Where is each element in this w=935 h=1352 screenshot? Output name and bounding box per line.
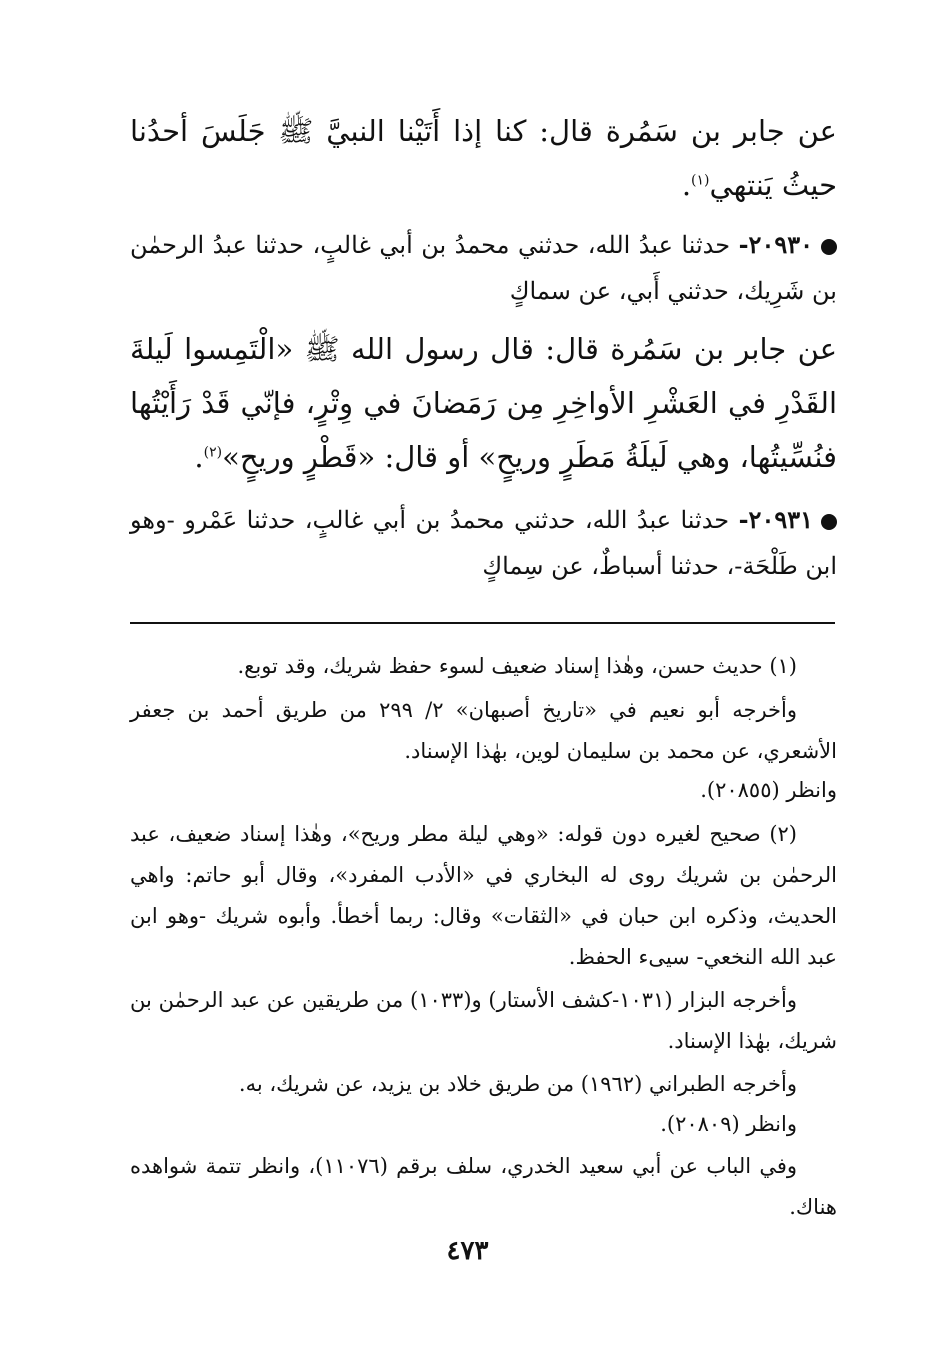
isnad-chain: حدثنا عبدُ الله، حدثني محمدُ بن أبي غالبٍ، حدثنا عبدُ الرحمٰن بن شَرِيك، حدثني أَبي، عن سماكٍ	[130, 231, 837, 305]
hadith-number: ٢٠٩٣٠-	[738, 230, 813, 259]
footnote-2-text: (٢) صحيح لغيره دون قوله: «وهي ليلة مطر وريح»، وهٰذا إسناد ضعيف، عبد الرحمٰن بن شريك روى له البخاري في «الأدب المفرد»، وقال أبو حاتم: واهي الحديث، وذكره ابن حبان في «الثقات» وقال: ربما أخطأ. وأبوه شريك -وهو ابن عبد الله النخعي- سيىء الحفظ.	[130, 822, 837, 969]
hadith-text-20930: عن جابر بن سَمُرة قال: قال رسول الله ﷺ «الْتَمِسوا لَيلةَ القَدْرِ في العَشْرِ الأواخِرِ مِن رَمَضانَ في وِتْرٍ، فإنّي قَدْ رَأَيْتُها فنُسِّيتُها، وهي لَيلَةُ مَطَرٍ وريحٍ» أو قال: «قَطْرٍ وريحٍ»$^{(٢)}$.	[130, 332, 837, 474]
hadith-text-body: عن جابر بن سَمُرة قال: قال رسول الله ﷺ «الْتَمِسوا لَيلةَ القَدْرِ في العَشْرِ الأواخِرِ مِن رَمَضانَ في وِتْرٍ، فإنّي قَدْ رَأَيْتُها فنُسِّيتُها، وهي لَيلَةُ مَطَرٍ وريحٍ» أو قال: «قَطْرٍ وريحٍ»	[130, 332, 837, 474]
footnote-2-tabarani: وأخرجه الطبراني (١٩٦٢) من طريق خلاد بن يزيد، عن شريك، به.	[238, 1072, 797, 1096]
footnote-ref-1: (١)	[691, 172, 710, 189]
page-number: ٤٧٣	[446, 1236, 489, 1266]
isnad-chain: حدثنا عبدُ الله، حدثني محمدُ بن أبي غالبٍ، حدثنا عَمْرو -وهو ابن طَلْحَة-، حدثنا أسباطٌ، عن سِماكٍ	[130, 506, 837, 580]
hadith-isnad-20930	[130, 222, 837, 314]
footnote-2-bab: وفي الباب عن أبي سعيد الخدري، سلف برقم (١١٠٧٦)، وانظر تتمة شواهده هناك.	[130, 1154, 837, 1219]
footnote-1-line: (١) حديث حسن، وهٰذا إسناد ضعيف لسوء حفظ شريك، وقد توبع.	[237, 654, 797, 678]
hadith-text-20929: عن جابر بن سَمُرة قال: كنا إذا أَتَيْنا النبيَّ ﷺ جَلَسَ أحدُنا حيثُ يَنتهي$^{(١)}$.	[130, 114, 837, 202]
footnote-ref-2: (٢)	[203, 444, 223, 461]
hadith-isnad-20931	[130, 497, 837, 589]
footnote-separator	[130, 622, 835, 624]
footnote-1-see: وانظر (٢٠٨٥٥).	[700, 778, 837, 802]
hadith-text-body: عن جابر بن سَمُرة قال: كنا إذا أَتَيْنا النبيَّ ﷺ جَلَسَ أحدُنا حيثُ يَنتهي	[130, 114, 837, 202]
bullet-icon	[821, 514, 837, 530]
footnote-2-source: وأخرجه البزار (١٠٣١-كشف الأستار) و(١٠٣٣) من طريقين عن عبد الرحمٰن بن شريك، بهٰذا الإسناد.	[130, 988, 837, 1053]
footnote-1-source: وأخرجه أبو نعيم في «تاريخ أصبهان» ٢/ ٢٩٩ من طريق أحمد بن جعفر الأشعري، عن محمد بن سليمان لوين، بهٰذا الإسناد.	[130, 698, 837, 763]
hadith-number: ٢٠٩٣١-	[738, 505, 813, 534]
footnote-2-see: وانظر (٢٠٨٠٩).	[660, 1112, 797, 1136]
bullet-icon	[821, 239, 837, 255]
